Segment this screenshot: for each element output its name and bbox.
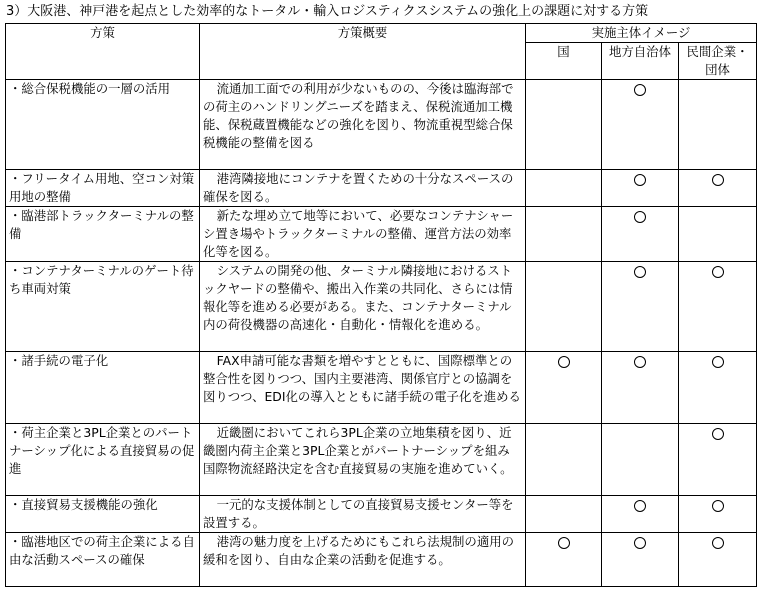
- measure-name: ・フリータイム用地、空コン対策用地の整備: [6, 170, 200, 207]
- table-row: [6, 262, 757, 352]
- circle-mark-icon: [558, 356, 570, 368]
- circle-mark-icon: [634, 537, 646, 549]
- table-row: [6, 170, 757, 207]
- circle-mark-icon: [712, 537, 724, 549]
- circle-mark-icon: [634, 174, 646, 186]
- national-mark-cell: [526, 533, 602, 587]
- table-row: [6, 80, 757, 170]
- table-row: [6, 533, 757, 587]
- measure-summary: [200, 80, 526, 170]
- circle-mark-icon: [634, 266, 646, 278]
- page-title: 3）大阪港、神戸港を起点とした効率的なトータル・輸入ロジスティクスシステムの強化上の課題に対する方策: [6, 4, 649, 19]
- private-sector-mark-cell: [679, 80, 757, 170]
- private-sector-mark-cell: [679, 533, 757, 587]
- local-government-mark-cell: [602, 262, 679, 352]
- measure-name: ・荷主企業と3PL企業とのパートナーシップ化による直接貿易の促進: [6, 424, 200, 496]
- measure-name: ・直接貿易支援機能の強化: [6, 496, 200, 533]
- measure-name: ・コンテナターミナルのゲート待ち車両対策: [6, 262, 200, 352]
- local-government-mark-cell: [602, 207, 679, 262]
- measure-summary-text: 港湾隣接地にコンテナを置くための十分なスペースの確保を図る。: [203, 171, 514, 204]
- measure-summary: [200, 424, 526, 496]
- circle-mark-icon: [712, 356, 724, 368]
- circle-mark-icon: [634, 84, 646, 96]
- table-row: [6, 496, 757, 533]
- national-mark-cell: [526, 80, 602, 170]
- measure-name: ・諸手続の電子化: [6, 352, 200, 424]
- circle-mark-icon: [712, 266, 724, 278]
- local-government-mark-cell: [602, 496, 679, 533]
- measure-summary-text: 流通加工面での利用が少ないものの、今後は臨海部での荷主のハンドリングニーズを踏まえ、保税流通加工機能、保税蔵置機能などの強化を図り、物流重視型総合保税機能の整備を図る: [203, 81, 514, 150]
- circle-mark-icon: [712, 174, 724, 186]
- local-government-mark-cell: [602, 352, 679, 424]
- circle-mark-icon: [634, 356, 646, 368]
- private-sector-mark-cell: [679, 262, 757, 352]
- header-national: 国: [526, 43, 602, 80]
- local-government-mark-cell: [602, 170, 679, 207]
- measure-summary: [200, 262, 526, 352]
- measure-summary-text: 近畿圏においてこれら3PL企業の立地集積を図り、近畿圏内荷主企業と3PL企業とがパートナーシップを組み国際物流経路決定を含む直接貿易の実施を進めていく。: [203, 425, 513, 476]
- private-sector-mark-cell: [679, 170, 757, 207]
- national-mark-cell: [526, 496, 602, 533]
- national-mark-cell: [526, 207, 602, 262]
- measure-summary-text: FAX申請可能な書類を増やすとともに、国際標準との整合性を図りつつ、国内主要港湾、関係官庁との協調を図りつつ、EDI化の導入とともに諸手続の電子化を進める: [203, 353, 521, 404]
- local-government-mark-cell: [602, 80, 679, 170]
- header-summary: 方策概要: [200, 24, 526, 80]
- private-sector-mark-cell: [679, 496, 757, 533]
- measure-name: ・臨港地区での荷主企業による自由な活動スペースの確保: [6, 533, 200, 587]
- circle-mark-icon: [634, 500, 646, 512]
- measure-name: ・総合保税機能の一層の活用: [6, 80, 200, 170]
- measure-summary: [200, 352, 526, 424]
- header-local-government: 地方自治体: [602, 43, 679, 80]
- private-sector-mark-cell: [679, 352, 757, 424]
- header-measure: 方策: [6, 24, 200, 80]
- private-sector-mark-cell: [679, 207, 757, 262]
- table-row: [6, 207, 757, 262]
- measures-table: [5, 23, 757, 587]
- measure-summary: [200, 170, 526, 207]
- measure-summary: [200, 207, 526, 262]
- measure-summary-text: システムの開発の他、ターミナル隣接地におけるストックヤードの整備や、搬出入作業の共同化、さらには情報化等を進める必要がある。また、コンテナターミナル内の荷役機器の高速化・自動化・情報化を進める。: [203, 263, 513, 332]
- national-mark-cell: [526, 170, 602, 207]
- measure-summary-text: 港湾の魅力度を上げるためにもこれら法規制の適用の緩和を図り、自由な企業の活動を促進する。: [203, 534, 514, 567]
- table-row: [6, 424, 757, 496]
- measure-summary: [200, 533, 526, 587]
- measure-name: ・臨港部トラックターミナルの整備: [6, 207, 200, 262]
- table-row: [6, 352, 757, 424]
- national-mark-cell: [526, 262, 602, 352]
- measure-summary: [200, 496, 526, 533]
- circle-mark-icon: [712, 500, 724, 512]
- header-private-sector: 民間企業・団体: [679, 43, 757, 80]
- national-mark-cell: [526, 424, 602, 496]
- local-government-mark-cell: [602, 533, 679, 587]
- measure-summary-text: 新たな埋め立て地等において、必要なコンテナシャーシ置き場やトラックターミナルの整備、運営方法の効率化等を図る。: [203, 208, 514, 259]
- header-implementer-group: 実施主体イメージ: [526, 24, 757, 43]
- private-sector-mark-cell: [679, 424, 757, 496]
- circle-mark-icon: [558, 537, 570, 549]
- local-government-mark-cell: [602, 424, 679, 496]
- circle-mark-icon: [712, 428, 724, 440]
- measure-summary-text: 一元的な支援体制としての直接貿易支援センター等を設置する。: [203, 497, 514, 530]
- circle-mark-icon: [634, 211, 646, 223]
- national-mark-cell: [526, 352, 602, 424]
